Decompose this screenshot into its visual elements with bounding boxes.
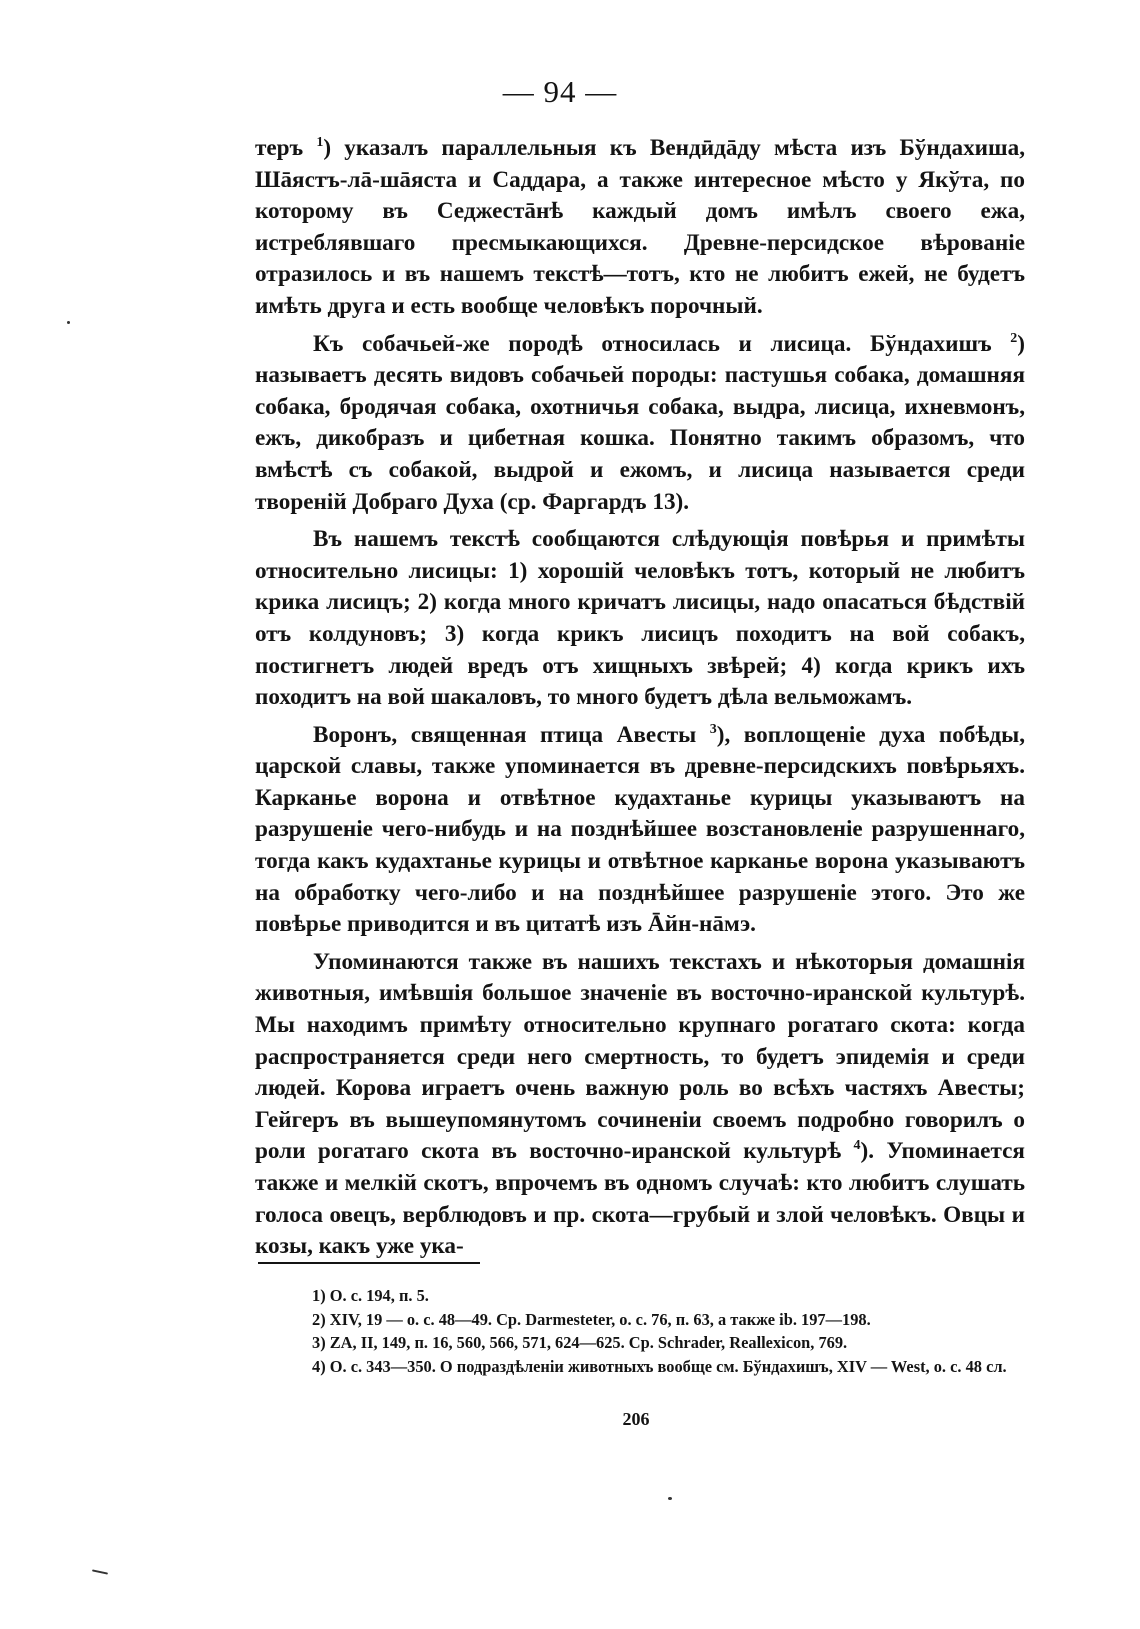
footnote: 3) ZA, II, 149, п. 16, 560, 566, 571, 624—625. Ср. Schrader, Reallexicon, 769. — [312, 1333, 848, 1352]
footnote: 1) О. с. 194, п. 5. — [312, 1286, 429, 1305]
footnotes — [258, 1284, 1025, 1378]
body-text — [255, 133, 1025, 1269]
paragraph: Воронъ, священная птица Авесты $^3$), воплощеніе духа побѣды, царской славы, также упоминается въ древне-персидскихъ повѣрьяхъ. Карканье ворона и отвѣтное кудахтанье курицы указываютъ на разрушеніе чего-нибудь и на позднѣйшее возстановленіе разрушеннаго, тогда какъ кудахтанье курицы и отвѣтное карканье ворона указываютъ на обработку чего-либо и на позднѣйшее разрушеніе этого. Это же повѣрье приводится и въ цитатѣ изъ Āйн-нāмэ. — [255, 721, 1025, 938]
archive-page-number: 206 — [622, 1409, 650, 1429]
paragraph: Въ нашемъ текстѣ сообщаются слѣдующія повѣрья и примѣты относительно лисицы: 1) хорошій человѣкъ тотъ, который не любитъ крика лисицъ; 2) когда много кричатъ лисицы, надо опасаться бѣдствій отъ колдуновъ; 3) когда крикъ лисицъ походитъ на вой собакъ, постигнетъ людей вредъ отъ хищныхъ звѣрей; 4) когда крикъ ихъ походитъ на вой шакаловъ, то много будетъ дѣла вельможамъ. — [255, 526, 1025, 711]
scan-speck — [92, 1569, 108, 1574]
footnote: 4) О. с. 343—350. О подраздѣленіи животныхъ вообще см. Бўндахишъ, XIV — West, о. с. 48 сл. — [312, 1356, 1007, 1376]
page-number: — 94 — — [502, 74, 618, 109]
paragraph: Упоминаются также въ нашихъ текстахъ и нѣкоторыя домашнія животныя, имѣвшія большое значеніе въ восточно-иранской культурѣ. Мы находимъ примѣту относительно крупнаго рогатаго скота: когда распространяется среди него смертность, то будетъ эпидемія и среди людей. Корова играетъ очень важную роль во всѣхъ частяхъ Авесты; Гейгеръ въ вышеупомянутомъ сочиненіи своемъ подробно говорилъ о роли рогатаго скота въ восточно-иранской культурѣ $^4$). Упоминается также и мелкій скотъ, впрочемъ въ одномъ случаѣ: кто любитъ слушать голоса овецъ, верблюдовъ и пр. скота—грубый и злой человѣкъ. Овцы и козы, какъ уже ука- — [255, 948, 1025, 1260]
footnote: 2) XIV, 19 — о. с. 48—49. Ср. Darmesteter, о. с. 76, п. 63, а также ib. 197—198. — [312, 1309, 871, 1329]
paragraph: Къ собачьей-же породѣ относилась и лисица. Бўндахишъ $^2$) называетъ десять видовъ собачьей породы: пастушья собака, домашняя собака, бродячая собака, охотничья собака, выдра, лисица, ихневмонъ, ежъ, дикобразъ и цибетная кошка. Понятно такимъ образомъ, что вмѣстѣ съ собакой, выдрой и ежомъ, и лисица называется среди твореній Добраго Духа (ср. Фаргардъ 13). — [255, 330, 1025, 515]
footnote-divider — [258, 1262, 480, 1264]
scan-speck — [668, 1497, 672, 1500]
scan-speck — [67, 321, 70, 324]
paragraph: теръ $^1$) указалъ параллельныя къ Вендӣдāду мѣста изъ Бўндахиша, Шāястъ-лā-шāяста и Саддара, а также интересное мѣсто у Якўта, по которому въ Седжестāнѣ каждый домъ имѣлъ своего ежа, истреблявшаго пресмыкающихся. Древне-персидское вѣрованіе отразилось и въ нашемъ текстѣ—тотъ, кто не любитъ ежей, не будетъ имѣть друга и есть вообще человѣкъ порочный. — [255, 135, 1025, 319]
